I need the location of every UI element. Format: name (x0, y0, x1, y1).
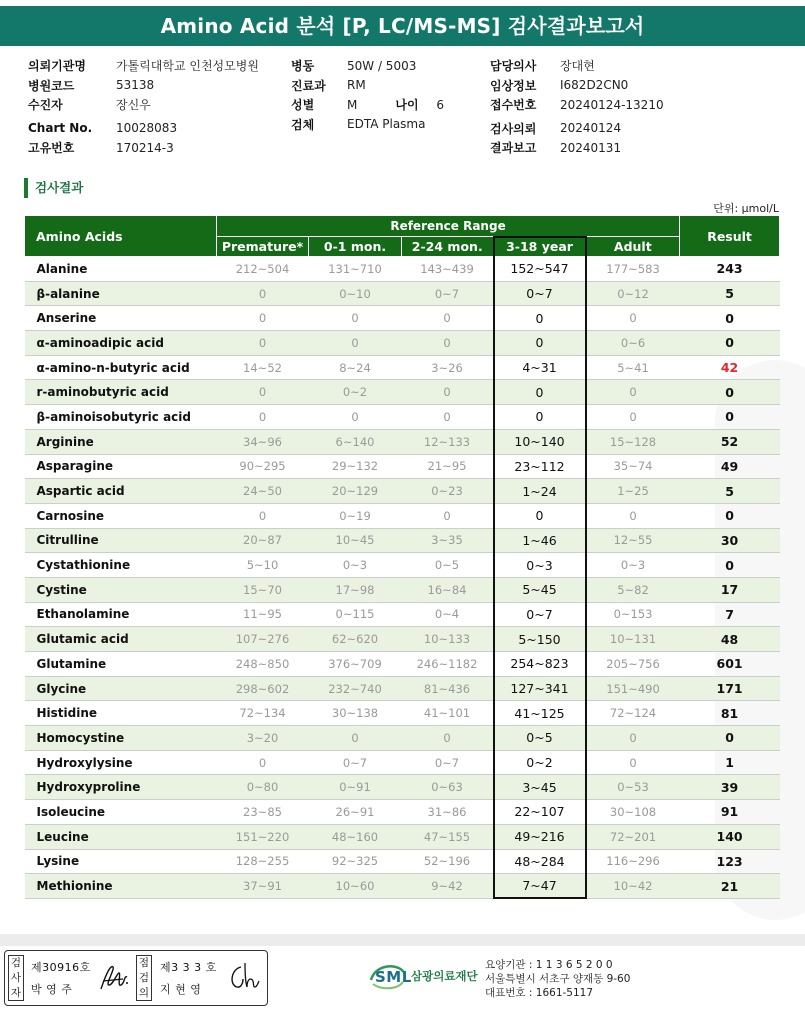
table-row (25, 331, 780, 356)
reference-range-cell: 131~710 (309, 257, 402, 282)
info-label: 담당의사 (490, 59, 537, 74)
reference-range-cell: 9~42 (402, 874, 494, 899)
patient-info-left (28, 56, 259, 158)
reference-range-cell: 48~284 (494, 849, 586, 874)
reference-range-cell: 0 (402, 331, 494, 356)
info-row-ward (291, 56, 444, 76)
table-row (25, 652, 780, 677)
unit-label: 단위: μmol/L (713, 202, 779, 215)
reference-range-cell: 0~2 (494, 750, 586, 775)
info-label: 진료과 (291, 78, 326, 93)
reference-range-cell: 0 (586, 380, 680, 405)
reference-range-cell: 29~132 (309, 454, 402, 479)
reference-range-cell: 20~87 (217, 528, 309, 553)
info-label: 수진자 (28, 98, 63, 113)
info-label: 결과보고 (490, 141, 537, 156)
result-cell: 5 (680, 281, 780, 306)
reference-range-cell: 10~131 (586, 627, 680, 652)
col-header-result: Result (680, 216, 780, 257)
reference-range-cell: 0~7 (494, 602, 586, 627)
result-cell: 0 (680, 553, 780, 578)
patient-info-middle (291, 56, 444, 134)
reference-range-cell: 0~3 (494, 553, 586, 578)
amino-acid-name: β-aminoisobutyric acid (25, 405, 217, 430)
info-label: Chart No. (28, 121, 93, 136)
amino-acid-name: Glutamine (25, 652, 217, 677)
amino-acid-name: Alanine (25, 257, 217, 282)
reference-range-cell: 7~47 (494, 874, 586, 899)
reference-range-cell: 31~86 (402, 800, 494, 825)
reference-range-cell: 0 (402, 306, 494, 331)
reference-range-cell: 107~276 (217, 627, 309, 652)
info-row-chart-no (28, 119, 259, 139)
col-header-adult: Adult (586, 237, 680, 257)
logo-text: SML (375, 968, 412, 986)
table-row (25, 775, 780, 800)
result-cell: 601 (680, 652, 780, 677)
tester-signature-icon (97, 961, 131, 995)
amino-acid-name: r-aminobutyric acid (25, 380, 217, 405)
sml-logo (367, 960, 478, 992)
reference-range-cell: 10~140 (494, 429, 586, 454)
col-header-2-24-mon: 2-24 mon. (402, 237, 494, 257)
reference-range-cell: 246~1182 (402, 652, 494, 677)
reference-range-cell: 5~41 (586, 355, 680, 380)
reference-range-cell: 254~823 (494, 652, 586, 677)
reference-range-cell: 0 (402, 726, 494, 751)
result-cell: 0 (680, 503, 780, 528)
reference-range-cell: 10~45 (309, 528, 402, 553)
reference-range-cell: 0~4 (402, 602, 494, 627)
table-row (25, 701, 780, 726)
reference-range-cell: 0~5 (494, 726, 586, 751)
info-value: 50W / 5003 (347, 58, 417, 73)
table-row (25, 528, 780, 553)
reference-range-cell: 1~25 (586, 479, 680, 504)
reference-range-cell: 12~133 (402, 429, 494, 454)
result-cell: 52 (680, 429, 780, 454)
info-row-patient (28, 95, 259, 115)
col-header-0-1-mon: 0-1 mon. (309, 237, 402, 257)
reference-range-cell: 16~84 (402, 577, 494, 602)
result-cell: 0 (680, 306, 780, 331)
reference-range-cell: 72~124 (586, 701, 680, 726)
reference-range-cell: 0 (217, 306, 309, 331)
result-cell: 0 (680, 726, 780, 751)
table-row (25, 627, 780, 652)
reference-range-cell: 0~7 (494, 281, 586, 306)
amino-acid-name: Lysine (25, 849, 217, 874)
info-value: 170214-3 (116, 140, 174, 155)
reference-range-cell: 0~2 (309, 380, 402, 405)
result-cell: 171 (680, 676, 780, 701)
result-cell: 42 (680, 355, 780, 380)
amino-acid-name: Anserine (25, 306, 217, 331)
info-label: 검체 (291, 117, 315, 132)
reference-range-cell: 0 (309, 726, 402, 751)
reference-range-cell: 0 (586, 503, 680, 528)
table-row (25, 800, 780, 825)
info-row-report-date (490, 138, 664, 158)
info-row-specimen (291, 115, 444, 135)
reference-range-cell: 22~107 (494, 800, 586, 825)
info-value: RM (347, 78, 366, 93)
checker-name: 지 현 영 (160, 983, 202, 996)
table-row (25, 577, 780, 602)
reference-range-cell: 205~756 (586, 652, 680, 677)
reference-range-cell: 92~325 (309, 849, 402, 874)
org-address: 서울특별시 서초구 양재동 9-60 (485, 973, 631, 985)
reference-range-cell: 151~490 (586, 676, 680, 701)
reference-range-cell: 0 (402, 405, 494, 430)
reference-range-cell: 23~85 (217, 800, 309, 825)
result-cell: 39 (680, 775, 780, 800)
result-cell: 7 (680, 602, 780, 627)
reference-range-cell: 128~255 (217, 849, 309, 874)
reference-range-cell: 0 (309, 306, 402, 331)
amino-acid-name: α-aminoadipic acid (25, 331, 217, 356)
info-value: 53138 (116, 78, 155, 93)
table-row (25, 553, 780, 578)
reference-range-cell: 8~24 (309, 355, 402, 380)
info-label: 고유번호 (28, 141, 75, 156)
reference-range-cell: 177~583 (586, 257, 680, 282)
reference-range-cell: 49~216 (494, 824, 586, 849)
table-row (25, 602, 780, 627)
reference-range-cell: 5~82 (586, 577, 680, 602)
reference-range-cell: 81~436 (402, 676, 494, 701)
result-cell: 140 (680, 824, 780, 849)
reference-range-cell: 0 (586, 750, 680, 775)
table-row (25, 503, 780, 528)
info-row-receipt (490, 95, 664, 115)
table-body (25, 257, 780, 899)
table-row (25, 479, 780, 504)
table-row (25, 429, 780, 454)
age-value: 6 (436, 97, 444, 112)
reference-range-cell: 0 (494, 380, 586, 405)
info-label: 접수번호 (490, 98, 537, 113)
info-value: 장신우 (116, 98, 151, 113)
reference-range-cell: 0 (494, 331, 586, 356)
amino-acid-name: Ethanolamine (25, 602, 217, 627)
reference-range-cell: 10~42 (586, 874, 680, 899)
reference-range-cell: 37~91 (217, 874, 309, 899)
info-value: 가톨릭대학교 인천성모병원 (116, 59, 259, 74)
info-value: 20240131 (560, 140, 622, 155)
checker-number: 제3 3 3 호 (160, 961, 217, 974)
table-row (25, 824, 780, 849)
reference-range-cell: 10~133 (402, 627, 494, 652)
reference-range-cell: 34~96 (217, 429, 309, 454)
info-value: 20240124-13210 (560, 97, 664, 112)
info-row-request-date (490, 119, 664, 139)
reference-range-cell: 143~439 (402, 257, 494, 282)
col-header-premature: Premature* (217, 237, 309, 257)
amino-acid-name: Leucine (25, 824, 217, 849)
result-cell: 81 (680, 701, 780, 726)
amino-acid-name: Aspartic acid (25, 479, 217, 504)
reference-range-cell: 0~7 (309, 750, 402, 775)
reference-range-cell: 0~19 (309, 503, 402, 528)
reference-range-cell: 3~45 (494, 775, 586, 800)
info-value: M (347, 97, 358, 112)
footer-divider (0, 934, 805, 946)
reference-range-cell: 0 (402, 380, 494, 405)
reference-range-cell: 0 (402, 503, 494, 528)
table-row (25, 306, 780, 331)
org-name: 삼광의료재단 (411, 969, 478, 983)
reference-range-cell: 376~709 (309, 652, 402, 677)
table-row (25, 726, 780, 751)
info-label: 병동 (291, 59, 315, 74)
reference-range-cell: 0 (217, 281, 309, 306)
patient-info-right (490, 56, 664, 158)
result-cell: 0 (680, 331, 780, 356)
result-cell: 0 (680, 405, 780, 430)
table-row (25, 676, 780, 701)
reference-range-cell: 0~12 (586, 281, 680, 306)
amino-acid-name: Homocystine (25, 726, 217, 751)
reference-range-cell: 1~24 (494, 479, 586, 504)
reference-range-cell: 0~153 (586, 602, 680, 627)
reference-range-cell: 30~138 (309, 701, 402, 726)
col-header-reference-range: Reference Range (217, 216, 680, 237)
reference-range-cell: 15~70 (217, 577, 309, 602)
amino-acid-name: Arginine (25, 429, 217, 454)
reference-range-cell: 15~128 (586, 429, 680, 454)
reference-range-cell: 0~115 (309, 602, 402, 627)
amino-acid-name: Methionine (25, 874, 217, 899)
table-row (25, 750, 780, 775)
reference-range-cell: 0 (586, 306, 680, 331)
reference-range-cell: 0 (494, 405, 586, 430)
report-title: Amino Acid 분석 [P, LC/MS-MS] 검사결과보고서 (0, 6, 805, 46)
reference-range-cell: 0 (494, 503, 586, 528)
result-cell: 123 (680, 849, 780, 874)
reference-range-cell: 17~98 (309, 577, 402, 602)
table-row (25, 849, 780, 874)
info-row-sex-age (291, 95, 444, 115)
checker-signature-icon (225, 959, 263, 995)
table-row (25, 281, 780, 306)
info-value: 10028083 (116, 121, 178, 136)
info-value: 장대현 (560, 59, 595, 74)
info-row-dept (291, 76, 444, 96)
reference-range-cell: 3~20 (217, 726, 309, 751)
result-cell: 21 (680, 874, 780, 899)
reference-range-cell: 41~101 (402, 701, 494, 726)
tester-tag: 검사자 (8, 955, 24, 1001)
reference-range-cell: 0 (217, 750, 309, 775)
reference-range-cell: 0~10 (309, 281, 402, 306)
info-row-institution (28, 56, 259, 76)
reference-range-cell: 21~95 (402, 454, 494, 479)
amino-acid-name: Cystathionine (25, 553, 217, 578)
reference-range-cell: 3~35 (402, 528, 494, 553)
reference-range-cell: 0 (217, 405, 309, 430)
reference-range-cell: 248~850 (217, 652, 309, 677)
result-cell: 17 (680, 577, 780, 602)
reference-range-cell: 35~74 (586, 454, 680, 479)
reference-range-cell: 12~55 (586, 528, 680, 553)
amino-acid-name: Histidine (25, 701, 217, 726)
reference-range-cell: 72~134 (217, 701, 309, 726)
reference-range-cell: 0~5 (402, 553, 494, 578)
reference-range-cell: 212~504 (217, 257, 309, 282)
col-header-3-18-year: 3-18 year (494, 237, 586, 257)
reference-range-cell: 23~112 (494, 454, 586, 479)
reference-range-cell: 10~60 (309, 874, 402, 899)
org-info (485, 958, 630, 1000)
result-cell: 5 (680, 479, 780, 504)
reference-range-cell: 0~23 (402, 479, 494, 504)
col-header-amino-acids: Amino Acids (25, 216, 217, 257)
reference-range-cell: 6~140 (309, 429, 402, 454)
reference-range-cell: 4~31 (494, 355, 586, 380)
reference-range-cell: 47~155 (402, 824, 494, 849)
reference-range-cell: 14~52 (217, 355, 309, 380)
amino-acid-name: Isoleucine (25, 800, 217, 825)
reference-range-cell: 3~26 (402, 355, 494, 380)
reference-range-cell: 0~6 (586, 331, 680, 356)
reference-range-cell: 1~46 (494, 528, 586, 553)
reference-range-cell: 152~547 (494, 257, 586, 282)
reference-range-cell: 0~91 (309, 775, 402, 800)
reference-range-cell: 62~620 (309, 627, 402, 652)
amino-acid-name: α-amino-n-butyric acid (25, 355, 217, 380)
reference-range-cell: 11~95 (217, 602, 309, 627)
reference-range-cell: 0 (217, 331, 309, 356)
result-cell: 91 (680, 800, 780, 825)
info-label: 임상정보 (490, 78, 537, 93)
section-title: 검사결과 (24, 178, 83, 198)
reference-range-cell: 41~125 (494, 701, 586, 726)
table-row (25, 454, 780, 479)
checker-tag: 점검의 (136, 955, 152, 1001)
reference-range-cell: 48~160 (309, 824, 402, 849)
amino-acid-name: Hydroxyproline (25, 775, 217, 800)
reference-range-cell: 30~108 (586, 800, 680, 825)
reference-range-cell: 0~63 (402, 775, 494, 800)
reference-range-cell: 232~740 (309, 676, 402, 701)
reference-range-cell: 0~80 (217, 775, 309, 800)
reference-range-cell: 0 (309, 331, 402, 356)
amino-acid-name: β-alanine (25, 281, 217, 306)
result-cell: 0 (680, 380, 780, 405)
reference-range-cell: 0~3 (586, 553, 680, 578)
reference-range-cell: 26~91 (309, 800, 402, 825)
reference-range-cell: 52~196 (402, 849, 494, 874)
reference-range-cell: 0 (586, 405, 680, 430)
reference-range-cell: 0 (586, 726, 680, 751)
result-cell: 30 (680, 528, 780, 553)
amino-acid-name: Citrulline (25, 528, 217, 553)
table-row (25, 874, 780, 899)
org-code: 요양기관 : 1 1 3 6 5 2 0 0 (485, 959, 613, 971)
info-label: 병원코드 (28, 78, 75, 93)
amino-acid-name: Carnosine (25, 503, 217, 528)
reference-range-cell: 0~7 (402, 750, 494, 775)
table-row (25, 257, 780, 282)
info-value: 20240124 (560, 121, 622, 136)
info-row-clinical (490, 76, 664, 96)
amino-acid-name: Glutamic acid (25, 627, 217, 652)
info-row-hospital-code (28, 76, 259, 96)
result-cell: 49 (680, 454, 780, 479)
info-row-doctor (490, 56, 664, 76)
reference-range-cell: 0~53 (586, 775, 680, 800)
reference-range-cell: 0 (217, 380, 309, 405)
tester-number: 제30916호 (31, 961, 91, 974)
reference-range-cell: 0 (494, 306, 586, 331)
reference-range-cell: 0~7 (402, 281, 494, 306)
reference-range-cell: 151~220 (217, 824, 309, 849)
table-row (25, 380, 780, 405)
table-row (25, 355, 780, 380)
org-phone: 대표번호 : 1661-5117 (485, 987, 594, 999)
reference-range-cell: 0 (217, 503, 309, 528)
result-cell: 1 (680, 750, 780, 775)
reference-range-cell: 5~45 (494, 577, 586, 602)
result-cell: 48 (680, 627, 780, 652)
reference-range-cell: 298~602 (217, 676, 309, 701)
info-label: 검사의뢰 (490, 121, 537, 136)
result-cell: 243 (680, 257, 780, 282)
table-row (25, 405, 780, 430)
amino-acid-table (24, 215, 780, 899)
info-value: EDTA Plasma (347, 117, 426, 132)
reference-range-cell: 0 (309, 405, 402, 430)
reference-range-cell: 116~296 (586, 849, 680, 874)
info-label: 의뢰기관명 (28, 59, 86, 74)
info-label: 성별 (291, 98, 315, 113)
amino-acid-name: Cystine (25, 577, 217, 602)
reference-range-cell: 5~150 (494, 627, 586, 652)
amino-acid-name: Glycine (25, 676, 217, 701)
info-row-unique-no (28, 138, 259, 158)
tester-name: 박 영 주 (31, 983, 73, 996)
reference-range-cell: 90~295 (217, 454, 309, 479)
reference-range-cell: 20~129 (309, 479, 402, 504)
reference-range-cell: 127~341 (494, 676, 586, 701)
info-value: I682D2CN0 (560, 78, 629, 93)
reference-range-cell: 0~3 (309, 553, 402, 578)
reference-range-cell: 72~201 (586, 824, 680, 849)
signature-box (4, 950, 268, 1006)
amino-acid-name: Asparagine (25, 454, 217, 479)
reference-range-cell: 24~50 (217, 479, 309, 504)
reference-range-cell: 5~10 (217, 553, 309, 578)
age-label: 나이 (395, 98, 419, 113)
amino-acid-name: Hydroxylysine (25, 750, 217, 775)
